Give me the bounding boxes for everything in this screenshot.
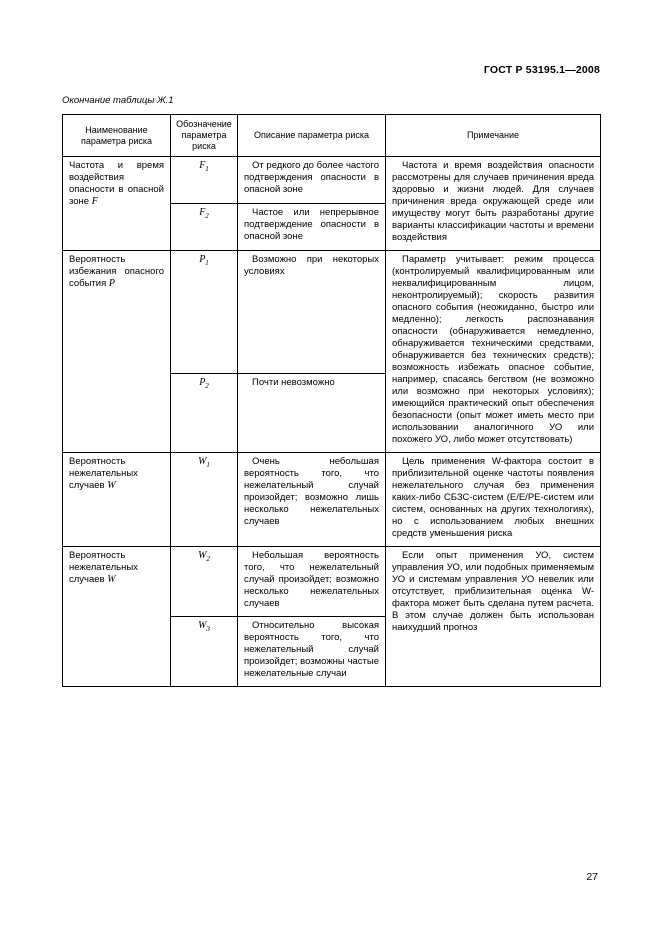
- parameter-symbol: $F_1$: [199, 160, 209, 173]
- table-header-row: [63, 115, 601, 157]
- param-name-cell: [63, 453, 171, 547]
- param-designation-cell: [171, 204, 238, 251]
- param-designation-cell: [171, 617, 238, 687]
- parameter-symbol: $F_2$: [199, 207, 209, 220]
- param-note-cell: Параметр учитывает: режим процесса (контролируемый квалифицированным или неквалифицированным лицом, неконтролируемый); скорость развития опасного события (неожиданно, быстро или медленно); легкость распознавания опасности (обнаруживается немедленно, обнаруживается техническими средствами, обнаруживается без технических средств); возможность избежать опасное событие, например, спасаясь бегством (не возможно или возможно при некоторых условиях); имеющийся практический опыт обеспечения безопасности (опыт может иметь место при использовании аналогичного УО или похожего УО, либо может отсутствовать): [386, 251, 601, 453]
- parameter-symbol: P: [108, 278, 115, 289]
- param-designation-cell: [171, 251, 238, 374]
- param-designation-cell: [171, 373, 238, 452]
- col-header-parameter-description: Описание параметра риска: [238, 115, 386, 157]
- param-name-cell: [63, 251, 171, 453]
- parameter-symbol: W: [107, 480, 116, 491]
- parameter-symbol: F: [91, 196, 98, 207]
- param-name-text: Вероятность нежелательных случаев: [69, 550, 138, 585]
- param-name-cell: [63, 547, 171, 687]
- table-row: [63, 547, 601, 617]
- param-note-cell: Если опыт применения УО, систем управления УО, или подобных применяемым УО и системам управления УО невелик или отсутствует, приблизительная оценка W-фактора может быть сделана путем расчета. В этом случае должен быть использован наихудший прогноз: [386, 547, 601, 687]
- param-note-cell: Цель применения W-фактора состоит в приблизительной оценке частоты появления нежелательного случая без применения каких-либо СБЗС-систем (Е/Е/РЕ-систем или систем, основанных на других технологиях), но с использованием любых внешних средств уменьшения риска: [386, 453, 601, 547]
- parameter-symbol: $P_2$: [199, 376, 209, 390]
- param-designation-cell: [171, 157, 238, 204]
- param-note-cell: Частота и время воздействия опасности рассмотрены для случаев причинения вреда здоровью и жизни людей. Для случаев причинения вреда окружающей среде или имуществу могут быть разработаны другие варианты классификации частоты и времени воздействия: [386, 157, 601, 251]
- table-caption: Окончание таблицы Ж.1: [62, 95, 174, 106]
- parameter-symbol: $P_1$: [199, 254, 209, 267]
- param-designation-cell: [171, 547, 238, 617]
- page-number: 27: [586, 871, 598, 883]
- table-body: [63, 157, 601, 687]
- param-description-cell: Небольшая вероятность того, что нежелательный случай произойдет; возможно несколько нежелательных случаев: [238, 547, 386, 617]
- param-name-text: Частота и время воздействия опасности в опасной зоне: [69, 160, 164, 207]
- param-name-text: Вероятность нежелательных случаев: [69, 456, 138, 491]
- param-description-cell: От редкого до более частого подтверждения опасности в опасной зоне: [238, 157, 386, 204]
- param-description-cell: Почти невозможно: [238, 373, 386, 452]
- parameter-symbol: $W_1$: [198, 456, 210, 469]
- param-description-cell: Относительно высокая вероятность того, что нежелательный случай произойдет; возможны частые нежелательные случаи: [238, 617, 386, 687]
- parameter-symbol: $W_3$: [198, 620, 210, 633]
- param-description-cell: Очень небольшая вероятность того, что нежелательный случай произойдет; возможно лишь несколько нежелательных случаев: [238, 453, 386, 547]
- parameter-symbol: W: [107, 574, 116, 585]
- param-designation-cell: [171, 453, 238, 547]
- risk-parameters-table: [62, 114, 601, 687]
- document-standard-number: ГОСТ Р 53195.1—2008: [483, 64, 600, 76]
- table-header: [63, 115, 601, 157]
- table-row: [63, 453, 601, 547]
- param-description-cell: Возможно при некоторых условиях: [238, 251, 386, 374]
- col-header-parameter-designation: Обозначение параметра риска: [171, 115, 238, 157]
- param-name-text: Вероятность избежания опасного события: [69, 254, 164, 289]
- table-row: [63, 157, 601, 204]
- param-name-cell: [63, 157, 171, 251]
- col-header-parameter-name: Наименование параметра риска: [63, 115, 171, 157]
- table-row: [63, 251, 601, 374]
- param-description-cell: Частое или непрерывное подтверждение опасности в опасной зоне: [238, 204, 386, 251]
- col-header-note: Примечание: [386, 115, 601, 157]
- parameter-symbol: $W_2$: [198, 550, 210, 563]
